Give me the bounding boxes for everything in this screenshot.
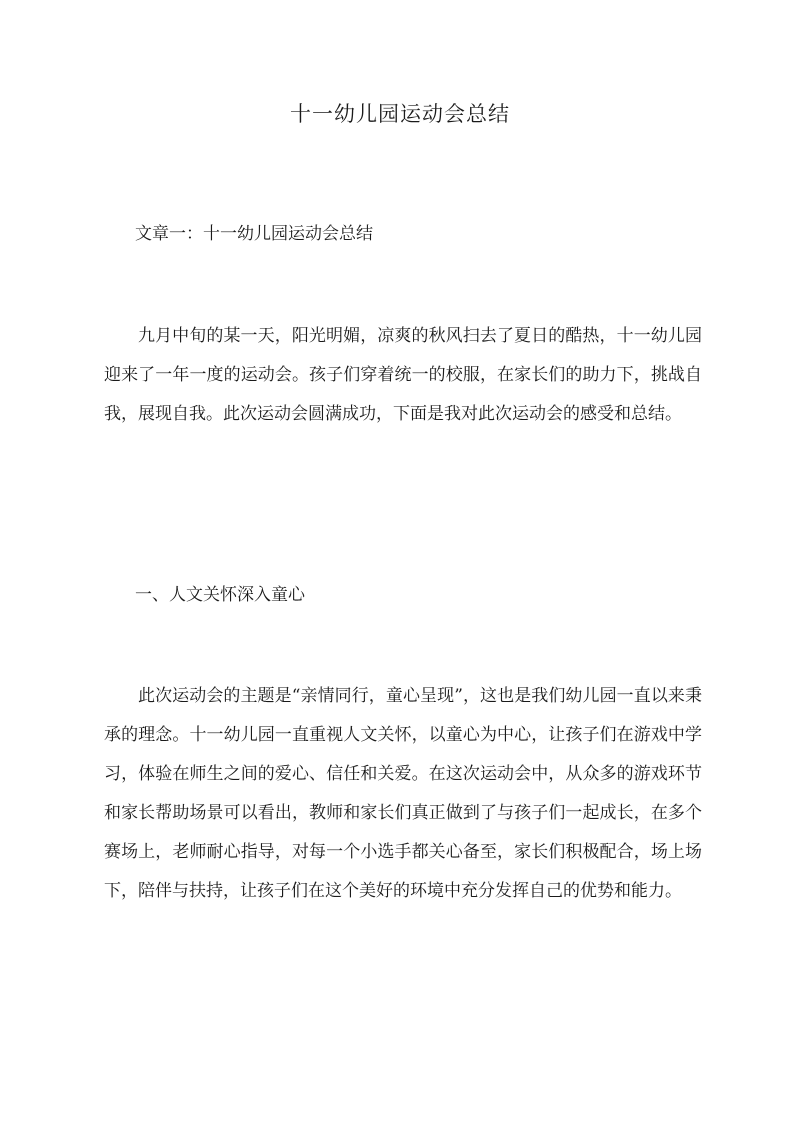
intro-paragraph: 九月中旬的某一天，阳光明媚，凉爽的秋风扫去了夏日的酷热，十一幼儿园迎来了一年一度的运动会。孩子们穿着统一的校服，在家长们的助力下，挑战自我，展现自我。此次运动会圆满成功，下面是我对此次运动会的感受和总结。 <box>104 326 702 424</box>
article-heading: 文章一：十一幼儿园运动会总结 <box>135 224 373 244</box>
section-paragraph-humanistic-care: 此次运动会的主题是“亲情同行，童心呈现”，这也是我们幼儿园一直以来秉承的理念。十一幼儿园一直重视人文关怀，以童心为中心，让孩子们在游戏中学习，体验在师生之间的爱心、信任和关爱。在这次运动会中，从众多的游戏环节和家长帮助场景可以看出，教师和家长们真正做到了与孩子们一起成长，在多个赛场上，老师耐心指导，对每一个小选手都关心备至，家长们积极配合，场上场下，陪伴与扶持，让孩子们在这个美好的环境中充分发挥自己的优势和能力。 <box>104 686 702 901</box>
section-heading-humanistic-care: 一、人文关怀深入童心 <box>135 585 305 605</box>
document-title: 十一幼儿园运动会总结 <box>290 102 510 126</box>
